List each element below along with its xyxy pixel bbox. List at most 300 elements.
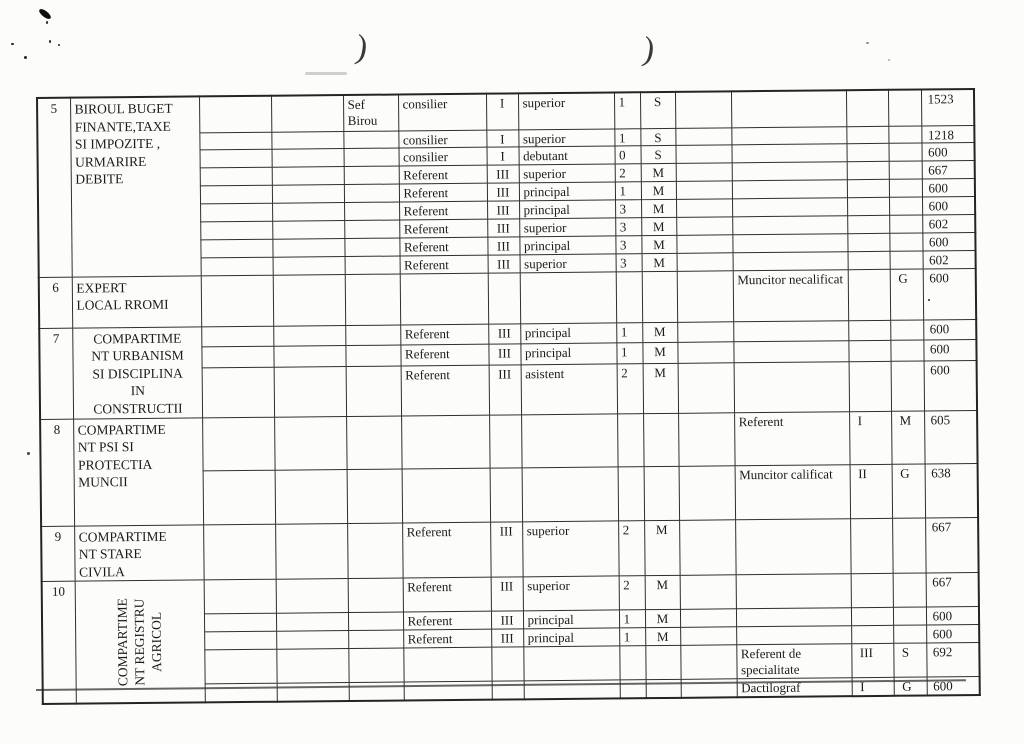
- cell-salariu: 692: [926, 642, 979, 676]
- cell-blank: [277, 682, 349, 702]
- cell-studii: M: [641, 181, 676, 199]
- cell-studii-contract: [893, 573, 926, 607]
- cell-clasa: [489, 414, 522, 467]
- cell-blank: [272, 167, 344, 186]
- cell-functie-contract: [735, 518, 851, 575]
- cell-treapta-contract: [846, 144, 888, 162]
- cell-functie-contract: [732, 234, 847, 253]
- cell-salariu: 600: [923, 340, 976, 361]
- vertical-department-label: COMPARTIME NT REGISTRU AGRICOL: [113, 597, 164, 686]
- cell-functie-contract: [736, 608, 851, 627]
- cell-blank: [680, 609, 736, 627]
- ink-speck-icon: [888, 59, 890, 61]
- cell-blank: [276, 579, 348, 614]
- cell-treapta-contract: [848, 341, 890, 362]
- cell-salariu: 605: [924, 410, 978, 464]
- ink-speck-icon: [46, 21, 48, 24]
- cell-functie-publica: Referent: [399, 219, 487, 238]
- cell-clasa: III: [491, 577, 523, 611]
- cell-blank: [204, 613, 276, 632]
- cell-studii-contract: G: [892, 464, 926, 518]
- cell-functie-contract: Referent de specialitate: [736, 644, 851, 679]
- cell-blank: [272, 220, 344, 239]
- cell-clasa: III: [491, 629, 523, 647]
- cell-blank: [274, 416, 347, 470]
- cell-salariu: 600: [926, 607, 979, 625]
- cell-section-number: 8: [40, 419, 74, 526]
- cell-studii: M: [645, 610, 680, 628]
- cell-studii: S: [640, 92, 675, 128]
- cell-salariu: 602: [922, 214, 975, 233]
- cell-studii: M: [645, 576, 680, 610]
- cell-studii-contract: [888, 90, 921, 126]
- cell-salariu: 1523: [921, 89, 974, 126]
- cell-salariu: 600: [922, 179, 975, 197]
- cell-studii-contract: [891, 361, 924, 411]
- cell-studii: S: [640, 146, 675, 164]
- cell-grad: debutant: [519, 146, 615, 165]
- cell-functie-publica: Referent: [399, 201, 487, 220]
- cell-blank: [203, 524, 276, 580]
- cell-grad: principal: [523, 628, 619, 647]
- cell-department: COMPARTIME NT STARE CIVILA: [74, 524, 204, 581]
- cell-sef-birou: [345, 345, 400, 366]
- cell-blank: [199, 96, 271, 133]
- cell-grad: superior: [522, 520, 619, 577]
- table-row: [40, 410, 977, 472]
- cell-grad: principal: [519, 236, 615, 255]
- cell-functie-publica: Referent: [399, 165, 487, 184]
- cell-functie-contract: Muncitor calificat: [735, 464, 851, 519]
- cell-section-number: 6: [39, 277, 72, 328]
- cell-posturi: 0: [615, 146, 641, 164]
- cell-clasa: [491, 647, 523, 681]
- cell-sef-birou: [347, 469, 403, 524]
- cell-blank: [271, 131, 343, 150]
- cell-sef-birou: [346, 366, 401, 416]
- cell-grad: principal: [520, 323, 616, 345]
- cell-clasa: [492, 680, 524, 699]
- cell-blank: [201, 275, 273, 327]
- cell-grad: [522, 466, 619, 521]
- cell-grad: [524, 680, 620, 700]
- cell-blank: [680, 575, 736, 610]
- cell-blank: [275, 523, 348, 579]
- cell-sef-birou: [348, 648, 403, 682]
- cell-studii: M: [645, 627, 680, 645]
- cell-blank: [199, 132, 271, 151]
- cell-studii-contract: [890, 251, 923, 269]
- cell-functie-contract: [736, 574, 851, 609]
- cell-department: COMPARTIME NT PSI SI PROTECTIA MUNCII: [73, 417, 203, 525]
- cell-treapta-contract: [851, 573, 893, 607]
- cell-blank: [679, 519, 736, 575]
- cell-clasa: III: [491, 611, 523, 629]
- cell-salariu: 638: [925, 463, 979, 518]
- cell-functie-contract: Referent: [734, 411, 850, 465]
- cell-sef-birou: Sef Birou: [343, 95, 398, 132]
- cell-grad: principal: [519, 182, 615, 201]
- cell-department: EXPERT LOCAL RROMI: [72, 276, 201, 328]
- ink-speck-icon: [27, 452, 30, 455]
- pen-arc-mark-icon: ): [640, 30, 658, 69]
- cell-functie-publica: Referent: [400, 255, 488, 274]
- cell-functie-publica: Referent: [403, 629, 491, 648]
- cell-functie-contract: [732, 162, 847, 181]
- cell-grad: [520, 272, 616, 324]
- cell-salariu: 667: [925, 517, 979, 573]
- cell-posturi: 3: [616, 253, 642, 271]
- cell-grad: superior: [520, 254, 616, 273]
- cell-treapta-contract: [848, 269, 890, 320]
- cell-blank: [203, 470, 276, 525]
- cell-studii-contract: S: [893, 643, 926, 677]
- cell-sef-birou: [347, 523, 403, 579]
- cell-functie-publica: consilier: [398, 94, 486, 131]
- cell-blank: [676, 235, 732, 254]
- cell-posturi: 2: [615, 164, 641, 182]
- cell-studii-contract: [889, 233, 922, 251]
- cell-studii: M: [641, 164, 676, 182]
- cell-grad: superior: [518, 128, 614, 147]
- cell-treapta-contract: [848, 320, 890, 341]
- table-row: [39, 268, 976, 328]
- cell-grad: asistent: [521, 364, 617, 414]
- cell-posturi: 1: [619, 610, 645, 628]
- cell-salariu: 600: [923, 268, 976, 320]
- cell-posturi: 3: [615, 200, 641, 218]
- ink-blob-icon: [38, 7, 53, 20]
- cell-functie-publica: Referent: [402, 522, 491, 578]
- cell-blank: [679, 465, 736, 520]
- cell-clasa: III: [487, 237, 519, 255]
- cell-studii: M: [641, 235, 676, 253]
- cell-treapta-contract: [846, 90, 888, 126]
- cell-blank: [276, 613, 348, 632]
- cell-blank: [677, 253, 733, 272]
- cell-grad: principal: [523, 610, 619, 629]
- cell-grad: superior: [519, 164, 615, 183]
- cell-sef-birou: [348, 630, 403, 648]
- cell-blank: [200, 167, 272, 186]
- cell-studii: M: [641, 217, 676, 235]
- cell-posturi: 1: [616, 322, 642, 343]
- cell-salariu: 1218: [921, 125, 974, 143]
- cell-functie-publica: Referent: [403, 577, 491, 612]
- cell-treapta-contract: [851, 607, 893, 625]
- pen-arc-mark-icon: ): [353, 28, 371, 67]
- cell-department: COMPARTIME NT URBANISM SI DISCIPLINA IN CONSTRUCTII: [72, 327, 202, 419]
- cell-blank: [272, 238, 344, 257]
- cell-section-number: 9: [41, 526, 75, 582]
- cell-functie-contract: [731, 90, 846, 127]
- cell-functie-contract: [736, 626, 851, 645]
- cell-functie-publica: Referent: [399, 237, 487, 256]
- cell-posturi: [616, 271, 642, 322]
- cell-studii: [645, 645, 680, 679]
- cell-treapta-contract: [851, 625, 893, 643]
- cell-department: BIROUL BUGET FINANTE,TAXE SI IMPOZITE , URMARIRE DEBITE: [70, 96, 201, 277]
- cell-section-number: 7: [39, 328, 73, 419]
- cell-functie-contract: Dactilograf: [737, 677, 852, 697]
- cell-blank: [272, 149, 344, 168]
- cell-functie-publica: [400, 273, 488, 325]
- cell-blank: [205, 683, 277, 703]
- cell-studii-contract: [888, 126, 921, 144]
- cell-grad: [521, 413, 618, 467]
- cell-studii-contract: [893, 607, 926, 625]
- cell-posturi: 1: [615, 182, 641, 200]
- cell-blank: [201, 347, 273, 368]
- cell-studii-contract: [889, 179, 922, 197]
- cell-blank: [204, 631, 276, 650]
- cell-posturi: [617, 413, 644, 466]
- cell-clasa: III: [487, 219, 519, 237]
- cell-studii: [644, 466, 680, 520]
- cell-treapta-contract: I: [852, 677, 894, 696]
- ink-speck-icon: [11, 43, 14, 45]
- cell-sef-birou: [345, 325, 400, 346]
- cell-functie-contract: [732, 180, 847, 199]
- cell-posturi: 2: [619, 576, 645, 610]
- cell-functie-contract: Muncitor necalificat: [733, 270, 848, 322]
- cell-blank: [200, 239, 272, 258]
- cell-blank: [678, 363, 734, 413]
- cell-blank: [200, 221, 272, 240]
- cell-clasa: III: [488, 255, 520, 273]
- cell-clasa: I: [486, 93, 518, 129]
- ink-speck-icon: [58, 44, 60, 46]
- ink-speck-icon: [866, 42, 869, 44]
- cell-functie-publica: [404, 681, 492, 701]
- cell-salariu: 600: [921, 143, 974, 161]
- cell-grad: superior: [518, 92, 614, 129]
- cell-clasa: III: [487, 201, 519, 219]
- ink-speck-icon: [24, 56, 27, 59]
- cell-blank: [677, 271, 733, 323]
- cell-studii-contract: [890, 320, 923, 341]
- cell-functie-publica: Referent: [400, 345, 488, 367]
- cell-salariu: 667: [922, 161, 975, 179]
- cell-blank: [200, 150, 272, 169]
- cell-studii-contract: [889, 215, 922, 233]
- cell-studii: M: [642, 322, 677, 343]
- cell-treapta-contract: II: [850, 464, 893, 518]
- cell-salariu: 600: [923, 319, 976, 340]
- cell-studii-contract: M: [891, 411, 925, 464]
- cell-section-number: 10: [42, 581, 76, 704]
- cell-functie-publica: Referent: [399, 183, 487, 202]
- cell-functie-contract: [732, 216, 847, 235]
- cell-posturi: [619, 646, 645, 680]
- ink-speck-icon: [49, 40, 51, 43]
- cell-blank: [274, 367, 346, 417]
- cell-blank: [201, 326, 273, 347]
- cell-functie-contract: [733, 321, 848, 343]
- cell-treapta-contract: III: [851, 643, 893, 677]
- cell-functie-publica: Referent: [403, 611, 491, 630]
- cell-blank: [204, 579, 276, 614]
- cell-blank: [276, 648, 348, 682]
- cell-clasa: III: [487, 165, 519, 183]
- cell-clasa: [490, 467, 523, 521]
- cell-blank: [273, 325, 345, 346]
- cell-studii: [646, 679, 681, 698]
- cell-functie-contract: [733, 341, 848, 363]
- cell-blank: [681, 678, 737, 698]
- cell-treapta-contract: [848, 251, 890, 269]
- cell-blank: [271, 95, 343, 132]
- cell-posturi: 2: [618, 520, 645, 576]
- cell-blank: [680, 627, 736, 645]
- cell-blank: [678, 412, 735, 466]
- cell-sef-birou: [348, 612, 403, 630]
- cell-salariu: 667: [926, 573, 979, 608]
- cell-blank: [675, 145, 731, 163]
- cell-blank: [273, 256, 345, 275]
- cell-blank: [677, 342, 733, 363]
- cell-studii: M: [642, 343, 677, 364]
- cell-posturi: 1: [619, 628, 645, 646]
- cell-studii-contract: [888, 143, 921, 161]
- cell-blank: [200, 185, 272, 204]
- cell-grad: principal: [519, 200, 615, 219]
- cell-sef-birou: [343, 131, 398, 149]
- cell-sef-birou: [349, 682, 404, 702]
- cell-salariu: 600: [926, 625, 979, 643]
- cell-studii-contract: G: [890, 269, 923, 320]
- cell-blank: [676, 199, 732, 217]
- cell-blank: [272, 185, 344, 204]
- table-row: [41, 517, 978, 582]
- cell-functie-contract: [731, 126, 846, 145]
- cell-functie-publica: Referent: [401, 365, 489, 415]
- cell-grad: [523, 646, 619, 681]
- cell-grad: superior: [519, 218, 615, 237]
- cell-treapta-contract: [846, 126, 888, 144]
- cell-sef-birou: [344, 202, 399, 220]
- cell-treapta-contract: [847, 162, 889, 180]
- cell-grad: principal: [520, 343, 616, 365]
- cell-clasa: III: [488, 344, 520, 365]
- cell-clasa: III: [488, 324, 520, 345]
- cell-sef-birou: [344, 220, 399, 239]
- cell-studii-contract: [889, 161, 922, 179]
- cell-blank: [202, 417, 275, 471]
- cell-salariu: 600: [927, 676, 980, 696]
- cell-salariu: 602: [923, 250, 976, 269]
- cell-functie-publica: [401, 415, 490, 469]
- cell-studii: S: [640, 128, 675, 146]
- cell-treapta-contract: [847, 197, 889, 215]
- cell-blank: [276, 631, 348, 650]
- cell-sef-birou: [345, 256, 400, 275]
- cell-treapta-contract: [850, 518, 893, 574]
- cell-clasa: III: [489, 365, 521, 415]
- cell-sef-birou: [348, 578, 403, 613]
- cell-blank: [676, 181, 732, 199]
- cell-treapta-contract: I: [849, 411, 892, 464]
- cell-studii: [642, 271, 677, 322]
- cell-blank: [676, 217, 732, 236]
- cell-blank: [204, 649, 276, 683]
- cell-posturi: 1: [616, 343, 642, 364]
- cell-functie-publica: [402, 468, 491, 523]
- cell-blank: [676, 163, 732, 181]
- cell-studii-contract: G: [894, 677, 927, 696]
- cell-sef-birou: [344, 238, 399, 257]
- cell-posturi: [618, 466, 645, 520]
- cell-studii: M: [641, 199, 676, 217]
- cell-studii-contract: [893, 625, 926, 643]
- cell-posturi: 2: [617, 364, 643, 414]
- cell-posturi: [620, 679, 646, 698]
- cell-blank: [273, 274, 345, 326]
- cell-section-number: 5: [37, 98, 72, 278]
- cell-functie-publica: Referent: [400, 324, 488, 346]
- cell-functie-contract: [734, 362, 849, 412]
- cell-studii: M: [643, 363, 678, 413]
- cell-grad: superior: [523, 576, 619, 611]
- staffing-table: [36, 88, 981, 705]
- cell-clasa: III: [487, 183, 519, 201]
- cell-posturi: 3: [615, 217, 641, 235]
- cell-blank: [680, 645, 736, 679]
- cell-sef-birou: [344, 166, 399, 184]
- cell-studii-contract: [890, 340, 923, 361]
- cell-treapta-contract: [849, 361, 891, 411]
- cell-blank: [675, 127, 731, 145]
- cell-posturi: 3: [615, 235, 641, 253]
- cell-clasa: I: [486, 129, 518, 147]
- cell-studii: M: [644, 520, 680, 576]
- cell-sef-birou: [345, 274, 400, 326]
- cell-sef-birou: [346, 416, 402, 470]
- cell-blank: [202, 367, 274, 417]
- cell-sef-birou: [344, 184, 399, 202]
- cell-functie-contract: [731, 144, 846, 163]
- cell-blank: [275, 469, 348, 524]
- smudge-mark-icon: [305, 72, 347, 75]
- cell-blank: [675, 91, 731, 128]
- cell-blank: [201, 257, 273, 276]
- cell-functie-publica: consilier: [398, 130, 486, 149]
- cell-blank: [677, 322, 733, 343]
- cell-treapta-contract: [847, 233, 889, 251]
- cell-clasa: III: [490, 521, 523, 577]
- cell-studii-contract: [889, 197, 922, 215]
- cell-blank: [273, 346, 345, 367]
- cell-studii: M: [642, 253, 677, 271]
- cell-department: [75, 580, 205, 704]
- cell-treapta-contract: [847, 215, 889, 233]
- cell-studii: [643, 413, 679, 466]
- cell-functie-publica: [403, 647, 491, 682]
- cell-clasa: I: [487, 147, 519, 165]
- cell-posturi: 1: [614, 92, 640, 128]
- cell-functie-contract: [732, 198, 847, 217]
- cell-blank: [272, 202, 344, 221]
- cell-salariu: 600: [922, 232, 975, 251]
- cell-salariu: 600: [922, 196, 975, 214]
- cell-functie-publica: consilier: [399, 148, 487, 167]
- cell-clasa: [488, 273, 520, 324]
- cell-treapta-contract: [847, 179, 889, 197]
- cell-functie-contract: [733, 252, 848, 271]
- cell-studii-contract: [892, 518, 926, 574]
- cell-blank: [200, 203, 272, 222]
- cell-salariu: 600: [924, 361, 977, 411]
